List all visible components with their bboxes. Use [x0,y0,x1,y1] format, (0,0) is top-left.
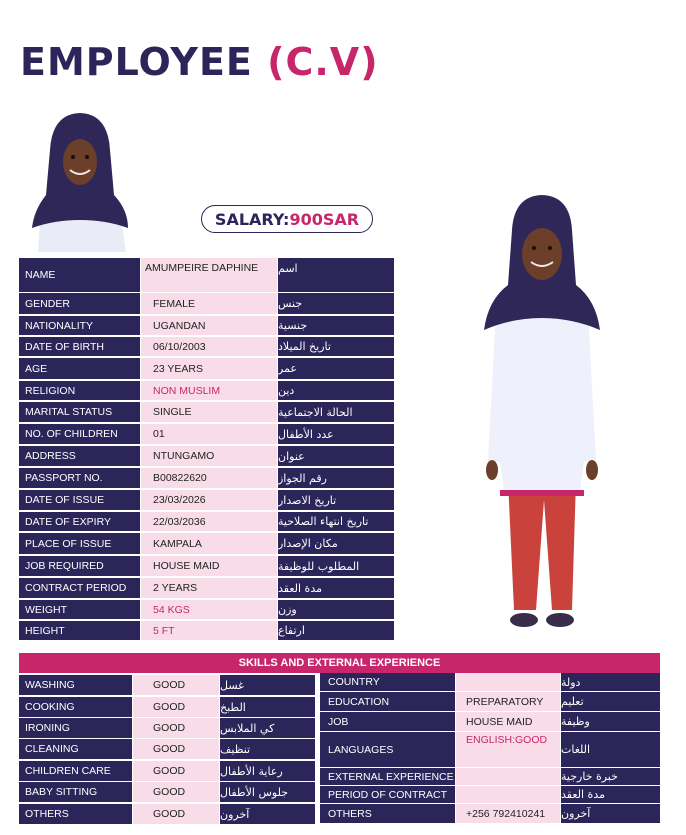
field-label: GENDER [19,293,140,314]
field-label: PLACE OF ISSUE [19,533,140,554]
field-value: 01 [141,424,277,444]
experience-row [320,786,660,803]
field-label-arabic: تاريخ انتهاء الصلاحية [278,512,394,531]
portrait-photo [30,110,130,252]
field-label-arabic: تاريخ الاصدار [278,490,394,510]
skill-value: GOOD [133,697,219,717]
personal-row [19,600,394,619]
field-label-arabic: اسم [278,258,394,292]
experience-label: EXTERNAL EXPERIENCE [320,768,455,785]
field-label: PASSPORT NO. [19,468,140,488]
field-label: AGE [19,358,140,379]
field-value: KAMPALA [141,533,277,554]
skill-value: GOOD [133,718,219,738]
skill-label: IRONING [19,718,132,738]
skill-value: GOOD [133,804,219,824]
skill-label: BABY SITTING [19,782,132,802]
skill-row [19,675,315,695]
field-value: FEMALE [141,293,277,314]
experience-label: OTHERS [320,804,455,823]
personal-row [19,316,394,335]
experience-label-arabic: دولة [561,673,660,691]
experience-label: JOB [320,712,455,731]
field-label-arabic: رقم الجواز [278,468,394,488]
skill-row [19,739,315,759]
skill-value: GOOD [133,739,219,759]
skill-value: GOOD [133,675,219,695]
field-label: WEIGHT [19,600,140,619]
personal-row [19,424,394,444]
skill-row [19,804,315,824]
experience-value: +256 792410241 [456,804,560,823]
field-label-arabic: ارتفاع [278,621,394,640]
field-value: 5 FT [141,621,277,640]
skill-label-arabic: رعاية الأطفال [220,761,315,781]
personal-row [19,258,394,292]
salary-value: 900SAR [289,209,360,229]
field-value: 23/03/2026 [141,490,277,510]
field-label-arabic: وزن [278,600,394,619]
field-value: NON MUSLIM [141,381,277,400]
field-label: DATE OF BIRTH [19,337,140,356]
field-value: 23 YEARS [141,358,277,379]
personal-row [19,446,394,466]
experience-row [320,732,660,767]
experience-label-arabic: اللغات [561,732,660,767]
experience-value [456,786,560,803]
experience-label-arabic: خبرة خارجية [561,768,660,785]
field-label: RELIGION [19,381,140,400]
experience-row [320,673,660,691]
field-label: NAME [19,258,140,292]
field-label: DATE OF EXPIRY [19,512,140,531]
field-label-arabic: دين [278,381,394,400]
personal-row [19,337,394,356]
skill-label: CHILDREN CARE [19,761,132,781]
field-value: AMUMPEIRE DAPHINE [141,258,277,292]
field-value: B00822620 [141,468,277,488]
skill-label-arabic: غسل [220,675,315,695]
personal-row [19,490,394,510]
skill-label-arabic: جلوس الأطفال [220,782,315,802]
field-label: ADDRESS [19,446,140,466]
experience-row [320,804,660,823]
personal-row [19,578,394,598]
field-label-arabic: الحالة الاجتماعية [278,402,394,422]
skill-label: OTHERS [19,804,132,824]
field-value: 54 KGS [141,600,277,619]
experience-label: EDUCATION [320,692,455,711]
skill-label: CLEANING [19,739,132,759]
field-label-arabic: عنوان [278,446,394,466]
page-title [20,40,379,84]
experience-value [456,768,560,785]
field-label: NATIONALITY [19,316,140,335]
salary-label: SALARY: [214,209,290,229]
field-label: DATE OF ISSUE [19,490,140,510]
skill-label-arabic: الطبخ [220,697,315,717]
personal-row [19,468,394,488]
field-value: UGANDAN [141,316,277,335]
personal-row [19,381,394,400]
experience-row [320,768,660,785]
personal-row [19,512,394,531]
field-label-arabic: تاريخ الميلاد [278,337,394,356]
personal-row [19,358,394,379]
experience-value: HOUSE MAID [456,712,560,731]
experience-label-arabic: تعليم [561,692,660,711]
experience-label: COUNTRY [320,673,455,691]
skill-label-arabic: كي الملابس [220,718,315,738]
experience-value: ENGLISH:GOOD [456,732,560,767]
experience-label: LANGUAGES [320,732,455,767]
skill-value: GOOD [133,782,219,802]
field-label: HEIGHT [19,621,140,640]
field-value: HOUSE MAID [141,556,277,576]
field-label: NO. OF CHILDREN [19,424,140,444]
field-label-arabic: مدة العقد [278,578,394,598]
field-value: 06/10/2003 [141,337,277,356]
field-label: JOB REQUIRED [19,556,140,576]
personal-row [19,293,394,314]
field-label: MARITAL STATUS [19,402,140,422]
experience-label-arabic: وظيفة [561,712,660,731]
experience-value: PREPARATORY [456,692,560,711]
title-accent: (C.V) [267,40,379,84]
skills-header: SKILLS AND EXTERNAL EXPERIENCE [19,653,660,673]
skill-row [19,697,315,717]
field-value: SINGLE [141,402,277,422]
field-label-arabic: جنسية [278,316,394,335]
experience-label: PERIOD OF CONTRACT [320,786,455,803]
skill-label-arabic: تنظيف [220,739,315,759]
skill-row [19,761,315,781]
experience-row [320,692,660,711]
field-label-arabic: المطلوب للوظيفة [278,556,394,576]
skill-value: GOOD [133,761,219,781]
field-label: CONTRACT PERIOD [19,578,140,598]
salary-badge [201,205,373,233]
field-label-arabic: عدد الأطفال [278,424,394,444]
field-label-arabic: مكان الإصدار [278,533,394,554]
experience-value [456,673,560,691]
skill-row [19,782,315,802]
skill-label-arabic: آخرون [220,804,315,824]
full-body-photo [472,190,612,640]
field-label-arabic: عمر [278,358,394,379]
field-label-arabic: جنس [278,293,394,314]
field-value: NTUNGAMO [141,446,277,466]
skill-label: COOKING [19,697,132,717]
skill-label: WASHING [19,675,132,695]
field-value: 22/03/2036 [141,512,277,531]
skill-row [19,718,315,738]
experience-label-arabic: آخرون [561,804,660,823]
personal-row [19,556,394,576]
personal-row [19,621,394,640]
title-main: EMPLOYEE [20,40,268,84]
field-value: 2 YEARS [141,578,277,598]
experience-row [320,712,660,731]
personal-row [19,402,394,422]
personal-row [19,533,394,554]
experience-label-arabic: مدة العقد [561,786,660,803]
